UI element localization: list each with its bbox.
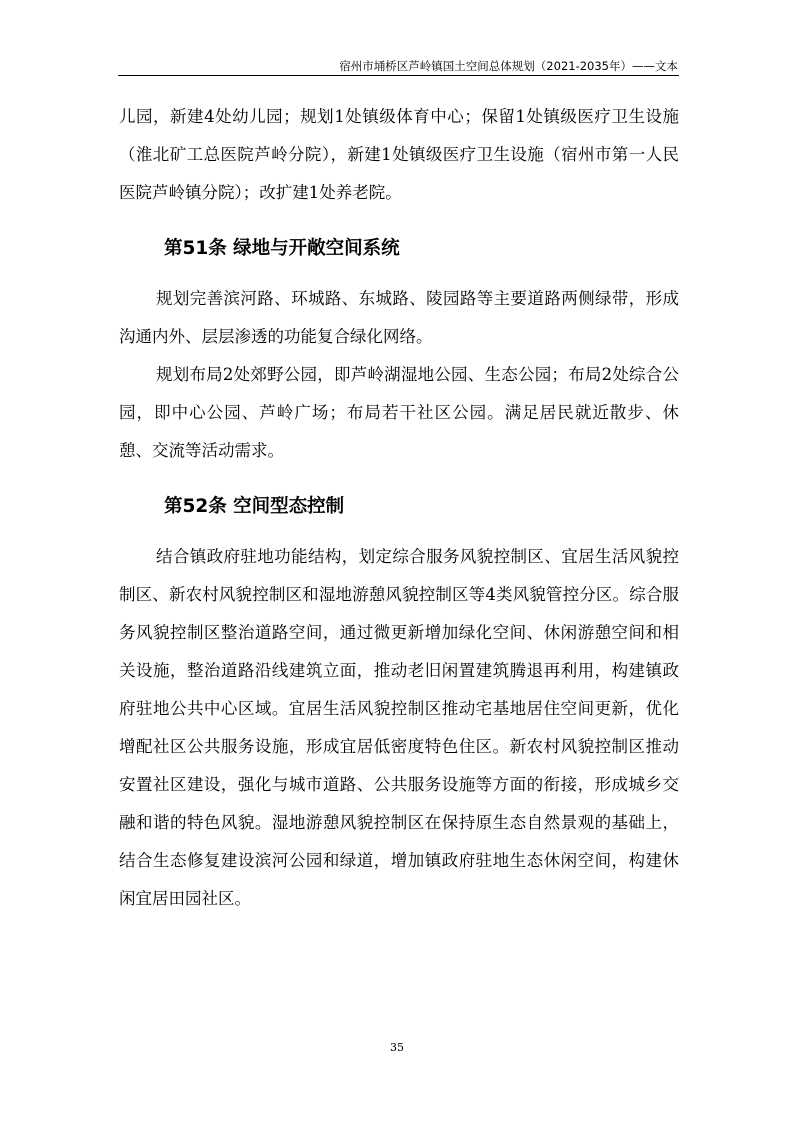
section-51-paragraph-2: 规划布局2处郊野公园，即芦岭湖湿地公园、生态公园；布局2处综合公园，即中心公园、芦岭广场；布局若干社区公园。满足居民就近散步、休憩、交流等活动需求。 — [119, 365, 679, 460]
section-51-paragraph-1: 规划完善滨河路、环城路、东城路、陵园路等主要道路两侧绿带，形成沟通内外、层层渗透的功能复合绿化网络。 — [119, 289, 679, 346]
running-header: 宿州市埇桥区芦岭镇国土空间总体规划（2021-2035年）——文本 — [339, 59, 678, 73]
header-divider — [118, 75, 679, 76]
section-52-paragraph-1: 结合镇政府驻地功能结构，划定综合服务风貌控制区、宜居生活风貌控制区、新农村风貌控制区和湿地游憩风貌控制区等4类风貌管控分区。综合服务风貌控制区整治道路空间，通过微更新增加绿化空间、休闲游憩空间和相关设施，整治道路沿线建筑立面，推动老旧闲置建筑腾退再利用，构建镇政府驻地公共中心区域。宜居生活风貌控制区推动宅基地居住空间更新，优化增配社区公共服务设施，形成宜居低密度特色住区。新农村风貌控制区推动安置社区建设，强化与城市道路、公共服务设施等方面的衔接，形成城乡交融和谐的特色风貌。湿地游憩风貌控制区在保持原生态自然景观的基础上，结合生态修复建设滨河公园和绿道，增加镇政府驻地生态休闲空间，构建休闲宜居田园社区。 — [119, 547, 679, 908]
page-number: 35 — [390, 1041, 404, 1054]
section-heading-51: 第51条 绿地与开敞空间系统 — [164, 238, 400, 259]
continuation-paragraph: 儿园，新建4处幼儿园；规划1处镇级体育中心；保留1处镇级医疗卫生设施（淮北矿工总医院芦岭分院），新建1处镇级医疗卫生设施（宿州市第一人民医院芦岭镇分院）；改扩建1处养老院。 — [119, 107, 679, 202]
page-body — [119, 98, 679, 918]
section-heading-52: 第52条 空间型态控制 — [164, 496, 345, 517]
